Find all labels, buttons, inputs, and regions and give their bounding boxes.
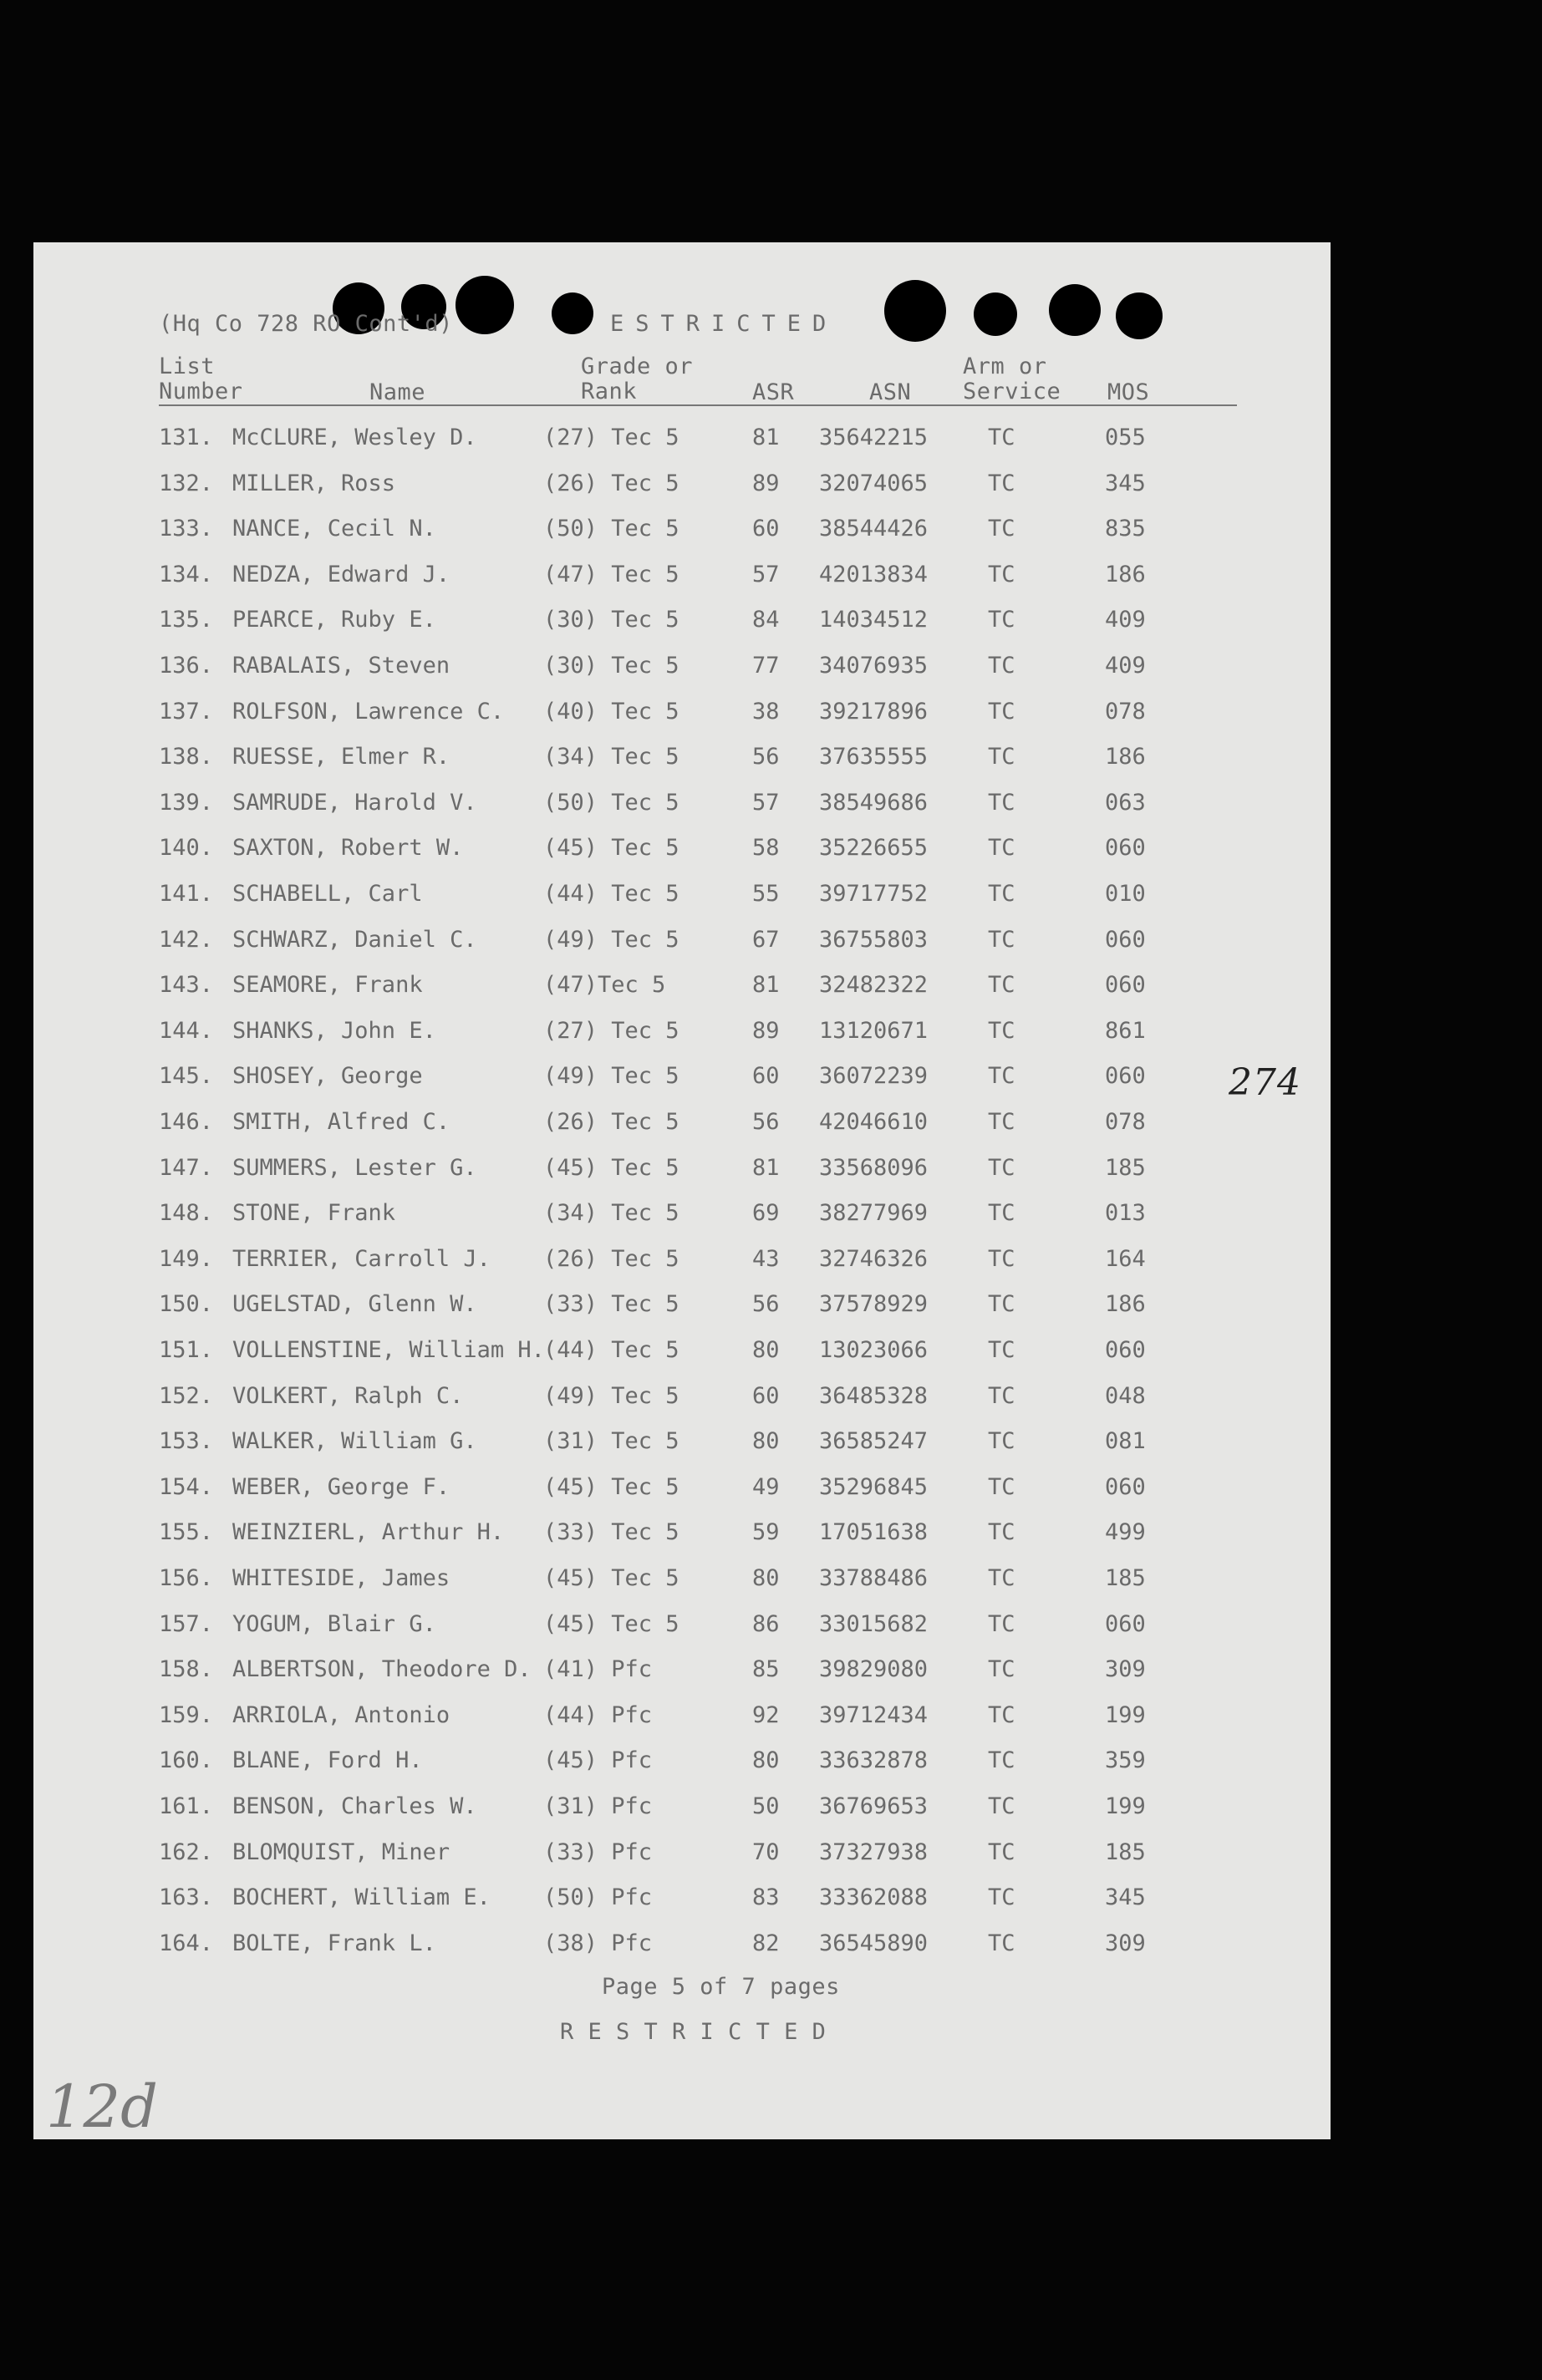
list-number-cell: 151. (159, 1337, 214, 1363)
arm-cell: TC (988, 653, 1015, 679)
list-number-cell: 162. (159, 1838, 214, 1865)
list-number-cell: 138. (159, 744, 214, 770)
name-cell: SAMRUDE, Harold V. (232, 789, 477, 816)
grade-cell: (26) Tec 5 (543, 1109, 679, 1135)
list-number-cell: 156. (159, 1565, 214, 1591)
list-number-cell: 160. (159, 1747, 214, 1774)
arm-cell: TC (988, 607, 1015, 633)
arm-cell: TC (988, 1701, 1015, 1728)
asr-cell: 58 (752, 835, 780, 862)
name-cell: McCLURE, Wesley D. (232, 425, 477, 450)
mos-cell: 013 (1105, 1200, 1146, 1227)
asr-cell: 85 (752, 1656, 780, 1683)
arm-cell: TC (988, 470, 1015, 496)
asr-cell: 89 (752, 470, 780, 496)
punch-hole (1049, 284, 1101, 336)
name-cell: BOCHERT, William E. (232, 1884, 491, 1911)
asn-cell: 35226655 (819, 835, 929, 862)
arm-cell: TC (988, 1610, 1015, 1637)
grade-cell: (38) Pfc (543, 1930, 653, 1956)
asr-cell: 80 (752, 1337, 780, 1363)
table-row (33, 653, 1331, 694)
table-row (33, 1793, 1331, 1835)
arm-cell: TC (988, 1109, 1015, 1135)
arm-cell: TC (988, 1428, 1015, 1455)
name-cell: WALKER, William G. (232, 1428, 477, 1455)
list-number-cell: 152. (159, 1382, 214, 1409)
asr-cell: 81 (752, 972, 780, 999)
asn-cell: 35296845 (819, 1473, 929, 1500)
arm-cell: TC (988, 1154, 1015, 1181)
asn-cell: 42046610 (819, 1109, 929, 1135)
asn-cell: 34076935 (819, 653, 929, 679)
asr-cell: 70 (752, 1838, 780, 1865)
asn-cell: 35642215 (819, 425, 929, 450)
asr-cell: 69 (752, 1200, 780, 1227)
name-cell: BOLTE, Frank L. (232, 1930, 436, 1956)
list-number-cell: 143. (159, 972, 214, 999)
arm-cell: TC (988, 698, 1015, 725)
asr-cell: 59 (752, 1519, 780, 1546)
name-cell: WHITESIDE, James (232, 1565, 450, 1591)
name-cell: STONE, Frank (232, 1200, 396, 1227)
mos-cell: 186 (1105, 744, 1146, 770)
asn-cell: 17051638 (819, 1519, 929, 1546)
table-row (33, 1246, 1331, 1288)
table-row (33, 1337, 1331, 1379)
mos-cell: 081 (1105, 1428, 1146, 1455)
table-row (33, 927, 1331, 969)
arm-cell: TC (988, 1245, 1015, 1272)
list-number-cell: 134. (159, 561, 214, 587)
grade-cell: (45) Pfc (543, 1747, 653, 1774)
asn-cell: 13120671 (819, 1017, 929, 1044)
mos-cell: 409 (1105, 653, 1146, 679)
list-number-cell: 141. (159, 881, 214, 907)
list-number-cell: 140. (159, 835, 214, 862)
grade-cell: (45) Tec 5 (543, 1610, 679, 1637)
arm-cell: TC (988, 881, 1015, 907)
list-number-cell: 157. (159, 1610, 214, 1637)
grade-cell: (30) Tec 5 (543, 607, 679, 633)
mos-cell: 078 (1105, 698, 1146, 725)
table-row (33, 425, 1331, 466)
mos-cell: 060 (1105, 1337, 1146, 1363)
asr-cell: 60 (752, 1063, 780, 1090)
mos-cell: 835 (1105, 516, 1146, 542)
name-cell: NANCE, Cecil N. (232, 516, 436, 542)
list-number-cell: 136. (159, 653, 214, 679)
punch-hole (884, 280, 946, 342)
grade-cell: (45) Tec 5 (543, 835, 679, 862)
grade-cell: (44) Tec 5 (543, 1337, 679, 1363)
grade-cell: (31) Tec 5 (543, 1428, 679, 1455)
mos-cell: 055 (1105, 425, 1146, 450)
list-number-cell: 147. (159, 1154, 214, 1181)
name-cell: RABALAIS, Steven (232, 653, 450, 679)
arm-cell: TC (988, 1793, 1015, 1819)
col-header-arm: Arm or Service (963, 353, 1061, 404)
table-row (33, 1747, 1331, 1789)
margin-scrawl: 12d (46, 2072, 158, 2141)
arm-cell: TC (988, 1656, 1015, 1683)
arm-cell: TC (988, 561, 1015, 587)
list-number-cell: 142. (159, 926, 214, 953)
mos-cell: 359 (1105, 1747, 1146, 1774)
asn-cell: 13023066 (819, 1337, 929, 1363)
mos-cell: 309 (1105, 1656, 1146, 1683)
list-number-cell: 154. (159, 1473, 214, 1500)
handwritten-page-number: 274 (1229, 1061, 1301, 1104)
grade-cell: (33) Tec 5 (543, 1291, 679, 1318)
name-cell: SHOSEY, George (232, 1063, 423, 1090)
mos-cell: 185 (1105, 1154, 1146, 1181)
grade-cell: (45) Tec 5 (543, 1473, 679, 1500)
table-row (33, 790, 1331, 831)
table-row (33, 1519, 1331, 1561)
asr-cell: 55 (752, 881, 780, 907)
grade-cell: (49) Tec 5 (543, 926, 679, 953)
grade-cell: (44) Tec 5 (543, 881, 679, 907)
mos-cell: 199 (1105, 1793, 1146, 1819)
grade-cell: (45) Tec 5 (543, 1154, 679, 1181)
arm-cell: TC (988, 1063, 1015, 1090)
mos-cell: 060 (1105, 835, 1146, 862)
grade-cell: (45) Tec 5 (543, 1565, 679, 1591)
arm-cell: TC (988, 835, 1015, 862)
arm-cell: TC (988, 425, 1015, 450)
name-cell: NEDZA, Edward J. (232, 561, 450, 587)
asn-cell: 39217896 (819, 698, 929, 725)
table-row (33, 562, 1331, 603)
mos-cell: 199 (1105, 1701, 1146, 1728)
name-cell: ROLFSON, Lawrence C. (232, 698, 505, 725)
asn-cell: 42013834 (819, 561, 929, 587)
table-row (33, 835, 1331, 877)
asn-cell: 39829080 (819, 1656, 929, 1683)
asr-cell: 92 (752, 1701, 780, 1728)
arm-cell: TC (988, 1838, 1015, 1865)
grade-cell: (50) Tec 5 (543, 789, 679, 816)
asr-cell: 56 (752, 744, 780, 770)
grade-cell: (26) Tec 5 (543, 470, 679, 496)
col-header-name: Name (369, 379, 426, 405)
table-row (33, 1428, 1331, 1470)
table-row (33, 607, 1331, 648)
arm-cell: TC (988, 516, 1015, 542)
arm-cell: TC (988, 1884, 1015, 1911)
name-cell: BLANE, Ford H. (232, 1747, 423, 1774)
table-row (33, 1611, 1331, 1653)
name-cell: YOGUM, Blair G. (232, 1610, 436, 1637)
list-number-cell: 145. (159, 1063, 214, 1090)
asr-cell: 60 (752, 1382, 780, 1409)
unit-header: (Hq Co 728 RO Cont'd) (159, 311, 453, 337)
mos-cell: 185 (1105, 1838, 1146, 1865)
table-row (33, 1656, 1331, 1698)
grade-cell: (27) Tec 5 (543, 1017, 679, 1044)
mos-cell: 186 (1105, 561, 1146, 587)
col-header-asr: ASR (752, 379, 795, 405)
table-row (33, 1063, 1331, 1105)
punch-hole (974, 292, 1017, 336)
list-number-cell: 133. (159, 516, 214, 542)
asr-cell: 81 (752, 1154, 780, 1181)
asr-cell: 50 (752, 1793, 780, 1819)
list-number-cell: 163. (159, 1884, 214, 1911)
asn-cell: 36769653 (819, 1793, 929, 1819)
name-cell: VOLLENSTINE, William H. (232, 1337, 545, 1363)
asr-cell: 80 (752, 1428, 780, 1455)
punch-hole (1116, 292, 1163, 339)
name-cell: SAXTON, Robert W. (232, 835, 464, 862)
table-row (33, 1109, 1331, 1151)
arm-cell: TC (988, 1930, 1015, 1956)
table-row (33, 1018, 1331, 1060)
list-number-cell: 155. (159, 1519, 214, 1546)
list-number-cell: 158. (159, 1656, 214, 1683)
mos-cell: 186 (1105, 1291, 1146, 1318)
asn-cell: 33788486 (819, 1565, 929, 1591)
asn-cell: 33362088 (819, 1884, 929, 1911)
list-number-cell: 164. (159, 1930, 214, 1956)
grade-cell: (50) Pfc (543, 1884, 653, 1911)
asr-cell: 80 (752, 1747, 780, 1774)
name-cell: ALBERTSON, Theodore D. (232, 1656, 532, 1683)
asr-cell: 86 (752, 1610, 780, 1637)
classification-header: ESTRICTED (610, 311, 838, 337)
arm-cell: TC (988, 1200, 1015, 1227)
grade-cell: (47) Tec 5 (543, 561, 679, 587)
table-row (33, 972, 1331, 1014)
name-cell: SEAMORE, Frank (232, 972, 423, 999)
asn-cell: 39712434 (819, 1701, 929, 1728)
asn-cell: 36755803 (819, 926, 929, 953)
list-number-cell: 144. (159, 1017, 214, 1044)
list-number-cell: 149. (159, 1245, 214, 1272)
mos-cell: 345 (1105, 470, 1146, 496)
arm-cell: TC (988, 1382, 1015, 1409)
asr-cell: 84 (752, 607, 780, 633)
grade-cell: (33) Tec 5 (543, 1519, 679, 1546)
list-number-cell: 159. (159, 1701, 214, 1728)
table-row (33, 881, 1331, 923)
name-cell: BENSON, Charles W. (232, 1793, 477, 1819)
asr-cell: 38 (752, 698, 780, 725)
list-number-cell: 131. (159, 425, 214, 450)
name-cell: RUESSE, Elmer R. (232, 744, 450, 770)
mos-cell: 164 (1105, 1245, 1146, 1272)
classification-footer: R E S T R I C T E D (560, 2019, 827, 2045)
mos-cell: 409 (1105, 607, 1146, 633)
asn-cell: 38549686 (819, 789, 929, 816)
list-number-cell: 137. (159, 698, 214, 725)
col-header-mos: MOS (1107, 379, 1150, 405)
punch-hole (552, 292, 593, 334)
name-cell: PEARCE, Ruby E. (232, 607, 436, 633)
grade-cell: (34) Tec 5 (543, 744, 679, 770)
col-header-asn: ASN (869, 379, 912, 405)
mos-cell: 063 (1105, 789, 1146, 816)
grade-cell: (49) Tec 5 (543, 1063, 679, 1090)
mos-cell: 861 (1105, 1017, 1146, 1044)
name-cell: SMITH, Alfred C. (232, 1109, 450, 1135)
asr-cell: 43 (752, 1245, 780, 1272)
grade-cell: (41) Pfc (543, 1656, 653, 1683)
arm-cell: TC (988, 972, 1015, 999)
list-number-cell: 148. (159, 1200, 214, 1227)
document-page (33, 242, 1331, 2139)
table-row (33, 1930, 1331, 1972)
asr-cell: 56 (752, 1291, 780, 1318)
name-cell: SCHWARZ, Daniel C. (232, 926, 477, 953)
table-row (33, 516, 1331, 557)
arm-cell: TC (988, 789, 1015, 816)
asr-cell: 49 (752, 1473, 780, 1500)
name-cell: SHANKS, John E. (232, 1017, 436, 1044)
mos-cell: 499 (1105, 1519, 1146, 1546)
list-number-cell: 153. (159, 1428, 214, 1455)
asn-cell: 33632878 (819, 1747, 929, 1774)
mos-cell: 060 (1105, 1610, 1146, 1637)
name-cell: TERRIER, Carroll J. (232, 1245, 491, 1272)
asn-cell: 32074065 (819, 470, 929, 496)
arm-cell: TC (988, 1473, 1015, 1500)
asr-cell: 57 (752, 789, 780, 816)
table-row (33, 1474, 1331, 1516)
name-cell: VOLKERT, Ralph C. (232, 1382, 464, 1409)
mos-cell: 060 (1105, 1063, 1146, 1090)
table-row (33, 1291, 1331, 1333)
asr-cell: 83 (752, 1884, 780, 1911)
table-row (33, 1884, 1331, 1926)
grade-cell: (40) Tec 5 (543, 698, 679, 725)
table-row (33, 1839, 1331, 1881)
arm-cell: TC (988, 1337, 1015, 1363)
table-row (33, 744, 1331, 786)
name-cell: MILLER, Ross (232, 470, 396, 496)
asn-cell: 33015682 (819, 1610, 929, 1637)
name-cell: WEBER, George F. (232, 1473, 450, 1500)
name-cell: ARRIOLA, Antonio (232, 1701, 450, 1728)
page-indicator: Page 5 of 7 pages (602, 1974, 840, 2000)
table-row (33, 470, 1331, 512)
asn-cell: 37635555 (819, 744, 929, 770)
asr-cell: 80 (752, 1565, 780, 1591)
mos-cell: 078 (1105, 1109, 1146, 1135)
asn-cell: 36072239 (819, 1063, 929, 1090)
mos-cell: 048 (1105, 1382, 1146, 1409)
asr-cell: 77 (752, 653, 780, 679)
grade-cell: (30) Tec 5 (543, 653, 679, 679)
name-cell: WEINZIERL, Arthur H. (232, 1519, 505, 1546)
mos-cell: 060 (1105, 972, 1146, 999)
asr-cell: 67 (752, 926, 780, 953)
arm-cell: TC (988, 1291, 1015, 1318)
asr-cell: 56 (752, 1109, 780, 1135)
mos-cell: 010 (1105, 881, 1146, 907)
arm-cell: TC (988, 1747, 1015, 1774)
asn-cell: 37327938 (819, 1838, 929, 1865)
asn-cell: 38544426 (819, 516, 929, 542)
list-number-cell: 150. (159, 1291, 214, 1318)
punch-hole (455, 276, 514, 334)
mos-cell: 345 (1105, 1884, 1146, 1911)
col-header-list-number: List Number (159, 353, 243, 404)
grade-cell: (44) Pfc (543, 1701, 653, 1728)
grade-cell: (31) Pfc (543, 1793, 653, 1819)
asn-cell: 38277969 (819, 1200, 929, 1227)
asn-cell: 37578929 (819, 1291, 929, 1318)
asn-cell: 36485328 (819, 1382, 929, 1409)
list-number-cell: 135. (159, 607, 214, 633)
grade-cell: (33) Pfc (543, 1838, 653, 1865)
table-row (33, 1565, 1331, 1607)
table-row (33, 699, 1331, 740)
asn-cell: 32482322 (819, 972, 929, 999)
asn-cell: 39717752 (819, 881, 929, 907)
grade-cell: (27) Tec 5 (543, 425, 679, 450)
grade-cell: (34) Tec 5 (543, 1200, 679, 1227)
table-row (33, 1200, 1331, 1242)
arm-cell: TC (988, 1519, 1015, 1546)
list-number-cell: 146. (159, 1109, 214, 1135)
name-cell: SCHABELL, Carl (232, 881, 423, 907)
arm-cell: TC (988, 926, 1015, 953)
grade-cell: (49) Tec 5 (543, 1382, 679, 1409)
arm-cell: TC (988, 744, 1015, 770)
name-cell: BLOMQUIST, Miner (232, 1838, 450, 1865)
header-rule (159, 404, 1237, 406)
asr-cell: 81 (752, 425, 780, 450)
asr-cell: 89 (752, 1017, 780, 1044)
asr-cell: 57 (752, 561, 780, 587)
mos-cell: 185 (1105, 1565, 1146, 1591)
arm-cell: TC (988, 1017, 1015, 1044)
mos-cell: 309 (1105, 1930, 1146, 1956)
grade-cell: (26) Tec 5 (543, 1245, 679, 1272)
asn-cell: 33568096 (819, 1154, 929, 1181)
list-number-cell: 161. (159, 1793, 214, 1819)
mos-cell: 060 (1105, 1473, 1146, 1500)
name-cell: UGELSTAD, Glenn W. (232, 1291, 477, 1318)
grade-cell: (50) Tec 5 (543, 516, 679, 542)
grade-cell: (47)Tec 5 (543, 972, 666, 999)
table-row (33, 1383, 1331, 1425)
table-row (33, 1702, 1331, 1744)
table-row (33, 1155, 1331, 1197)
asn-cell: 32746326 (819, 1245, 929, 1272)
name-cell: SUMMERS, Lester G. (232, 1154, 477, 1181)
asn-cell: 14034512 (819, 607, 929, 633)
arm-cell: TC (988, 1565, 1015, 1591)
list-number-cell: 139. (159, 789, 214, 816)
asn-cell: 36585247 (819, 1428, 929, 1455)
mos-cell: 060 (1105, 926, 1146, 953)
asn-cell: 36545890 (819, 1930, 929, 1956)
col-header-grade: Grade or Rank (581, 353, 694, 404)
asr-cell: 60 (752, 516, 780, 542)
list-number-cell: 132. (159, 470, 214, 496)
asr-cell: 82 (752, 1930, 780, 1956)
